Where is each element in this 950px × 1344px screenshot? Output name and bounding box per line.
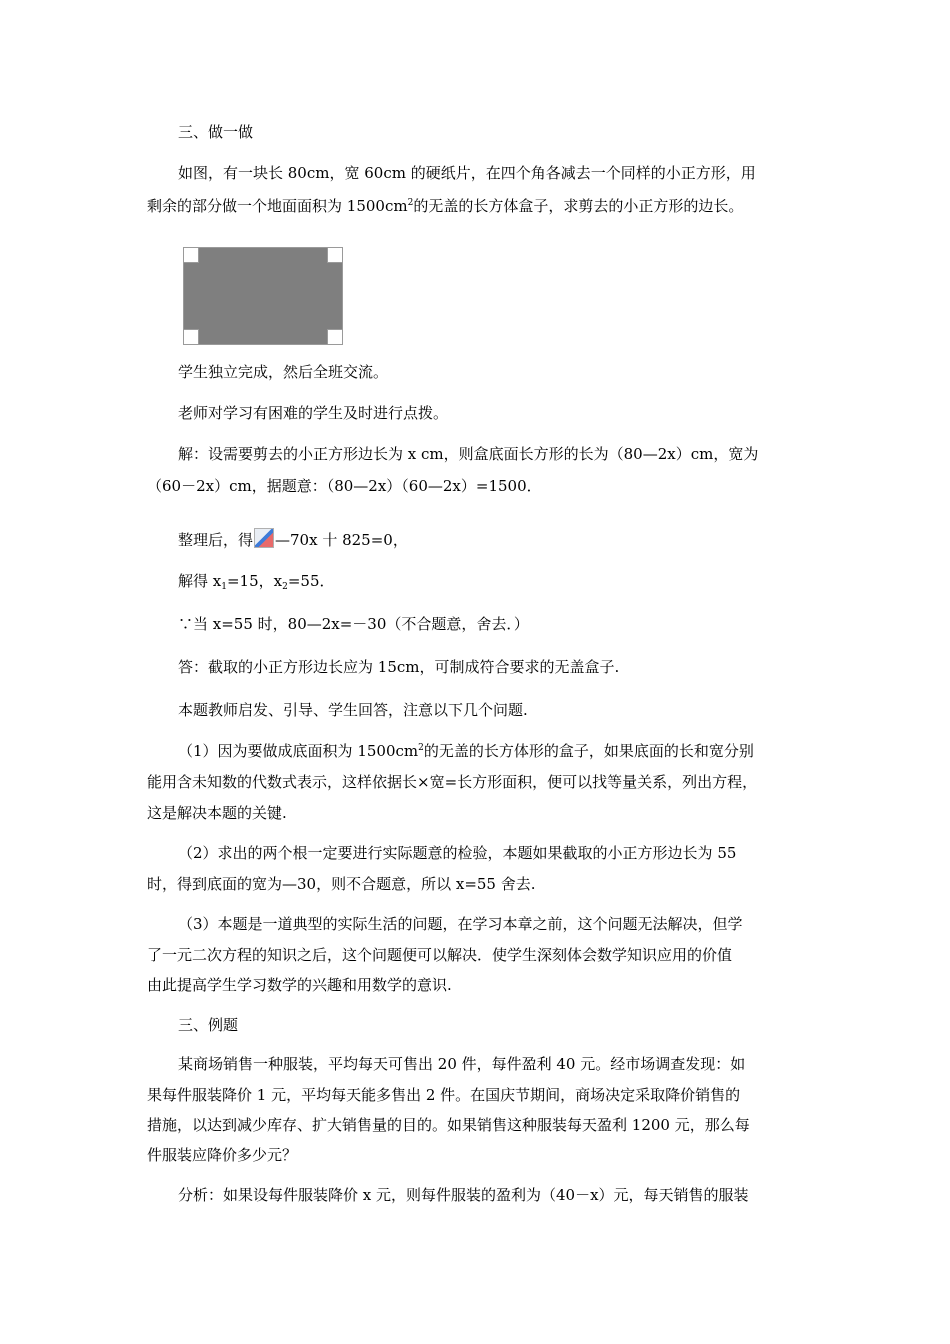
equation-text: —70x 十 825=0， (275, 531, 408, 549)
corner-square (183, 329, 199, 345)
point-3-line-3: 由此提高学生学习数学的兴趣和用数学的意识. (147, 976, 452, 994)
roots-text: =15，x (226, 572, 283, 590)
solution-line-1: 解：设需要剪去的小正方形边长为 x cm，则盒底面长方形的长为（80—2x）cm，宽为 (178, 445, 759, 463)
point-3-line-1: （3）本题是一道典型的实际生活的问题，在学习本章之前，这个问题无法解决，但学 (178, 915, 743, 933)
cardboard-figure (183, 247, 343, 345)
check-line: ∵当 x=55 时，80—2x=－30（不合题意，舍去．） (178, 615, 529, 633)
problem-text: 的无盖的长方体盒子，求剪去的小正方形的边长。 (413, 197, 744, 215)
problem-line-1: 如图，有一块长 80cm，宽 60cm 的硬纸片，在四个角各减去一个同样的小正方形，用 (178, 164, 756, 182)
paragraph: 老师对学习有困难的学生及时进行点拨。 (178, 404, 449, 422)
solution-line-2: （60－2x）cm，据题意：（80—2x）（60—2x）=1500． (147, 477, 542, 495)
subscript: 1 (221, 582, 227, 592)
paragraph: 学生独立完成，然后全班交流。 (178, 363, 389, 381)
problem-text: 剩余的部分做一个地面面积为 1500cm (147, 197, 408, 215)
problem-line-2 (147, 196, 807, 216)
point-2-line-1: （2）求出的两个根一定要进行实际题意的检验，本题如果截取的小正方形边长为 55 (178, 844, 737, 862)
section-heading-example: 三、例题 (178, 1016, 239, 1034)
section-heading-do: 三、做一做 (178, 123, 254, 141)
superscript: 2 (418, 743, 424, 753)
cardboard-rect (183, 247, 343, 345)
roots-line (178, 571, 838, 591)
corner-square (327, 247, 343, 263)
point-1-line-2: 能用含未知数的代数式表示，这样依据长×宽=长方形面积，便可以找等量关系，列出方程， (147, 773, 758, 791)
point-3-line-2: 了一元二次方程的知识之后，这个问题便可以解决．使学生深刻体会数学知识应用的价值 (147, 946, 733, 964)
point-text: 的无盖的长方体形的盒子，如果底面的长和宽分别 (423, 742, 754, 760)
point-2-line-2: 时，得到底面的宽为—30，则不合题意，所以 x=55 舍去. (147, 875, 536, 893)
superscript: 2 (407, 198, 414, 208)
point-1-line-1 (178, 741, 838, 761)
example-line-4: 件服装应降价多少元？ (147, 1146, 298, 1164)
analysis-line: 分析：如果设每件服装降价 x 元，则每件服装的盈利为（40－x）元，每天销售的服装 (178, 1186, 749, 1204)
corner-square (183, 247, 199, 263)
example-line-3: 措施，以达到减少库存、扩大销售量的目的。如果销售这种服装每天盈利 1200 元，那么每 (147, 1116, 750, 1134)
example-line-2: 果每件服装降价 1 元，平均每天能多售出 2 件。在国庆节期间，商场决定采取降价销售的 (147, 1086, 741, 1104)
broken-image-icon (254, 528, 274, 548)
example-line-1: 某商场销售一种服装，平均每天可售出 20 件，每件盈利 40 元。经市场调查发现：如 (178, 1055, 746, 1073)
answer-line: 答：截取的小正方形边长应为 15cm，可制成符合要求的无盖盒子. (178, 658, 620, 676)
equation-text: 整理后，得 (178, 531, 254, 549)
point-text: （1）因为要做成底面积为 1500cm (178, 742, 419, 760)
subscript: 2 (282, 582, 288, 592)
point-1-line-3: 这是解决本题的关键. (147, 804, 287, 822)
roots-text: 解得 x (178, 572, 222, 590)
note-line: 本题教师启发、引导、学生回答，注意以下几个问题. (178, 701, 528, 719)
equation-line (178, 528, 838, 550)
roots-text: =55． (287, 572, 335, 590)
corner-square (327, 329, 343, 345)
